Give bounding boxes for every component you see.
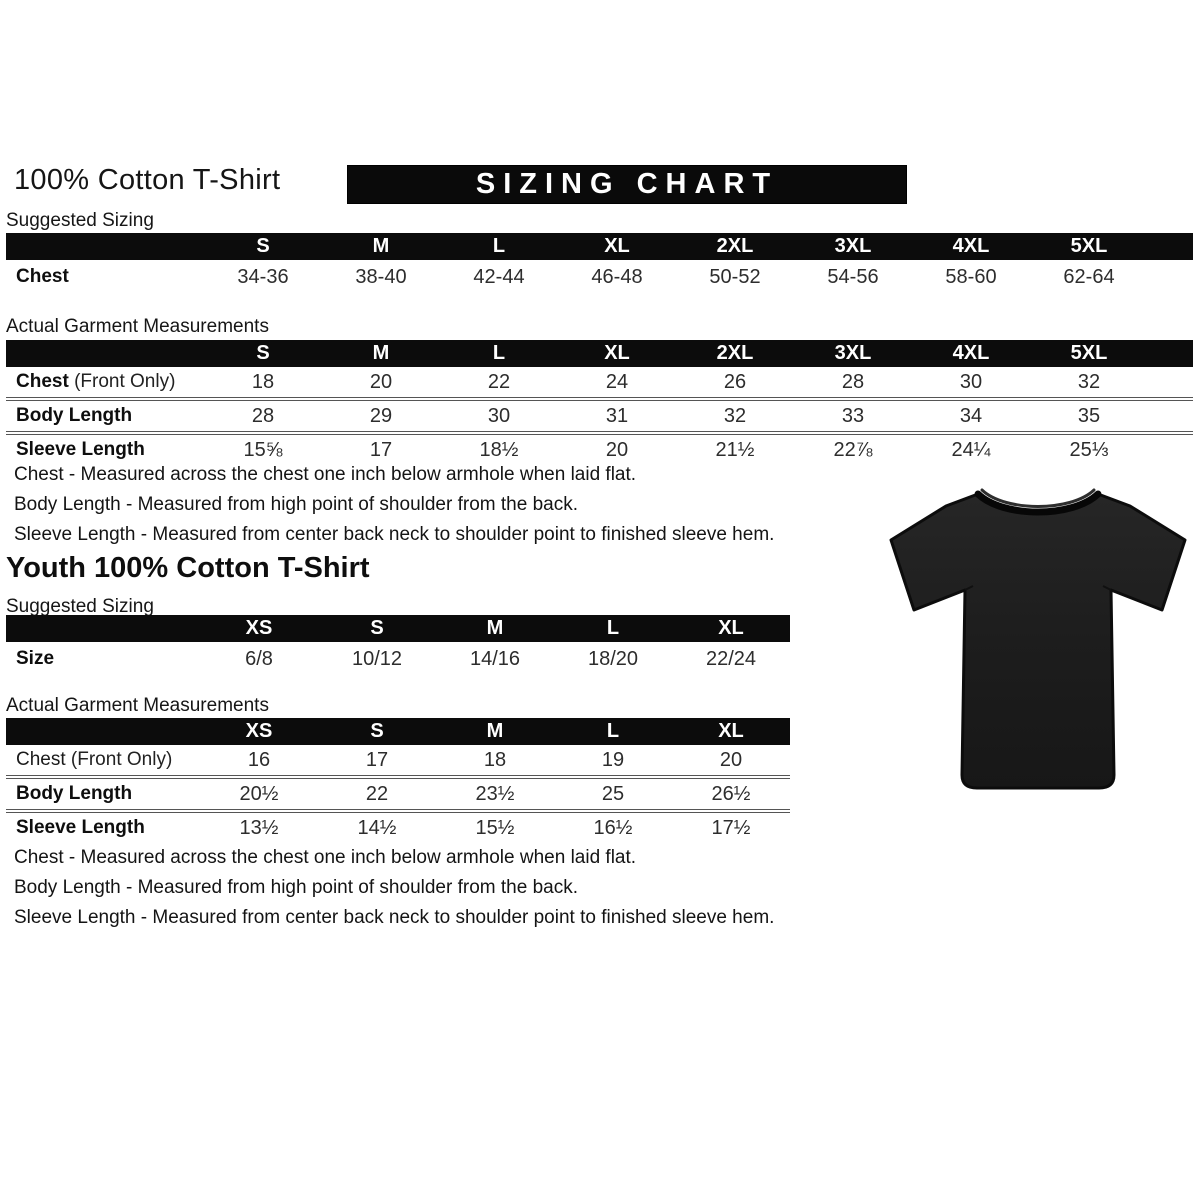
size-value-cell: 15⅝ [243, 438, 283, 461]
row-label: Body Length [6, 779, 200, 813]
size-column-header: XL [718, 720, 744, 742]
size-value-cell: 34 [912, 401, 1030, 435]
row-label: Sleeve Length [16, 439, 145, 460]
row-label-note: (Front Only) [74, 371, 176, 392]
youth-suggested-sizing-table [6, 615, 790, 676]
size-column-header: 3XL [834, 235, 872, 257]
spacer-cell [1148, 367, 1193, 401]
size-value-cell: 31 [558, 401, 676, 435]
size-value-cell: 28 [204, 401, 322, 435]
size-value-cell: 26 [676, 367, 794, 401]
spacer-cell [1148, 435, 1193, 465]
row-label: Body Length [6, 401, 204, 435]
size-value-cell: 20½ [200, 779, 318, 813]
row-label: Chest [16, 266, 69, 287]
adult-measurements-table [6, 340, 1193, 465]
size-value-cell: 14/16 [469, 647, 521, 670]
row-label: Sleeve Length [16, 817, 145, 838]
black-tshirt-image [878, 468, 1200, 820]
size-column-header: 2XL [716, 342, 754, 364]
size-value-cell: 17½ [711, 816, 751, 839]
youth-section-title: Youth 100% Cotton T-Shirt [6, 552, 370, 584]
sizing-chart-banner-label: SIZING CHART [475, 168, 779, 200]
note-line: Chest - Measured across the chest one inch below armhole when laid flat. [14, 847, 637, 868]
note-line: Chest - Measured across the chest one inch below armhole when laid flat. [14, 464, 637, 485]
size-value-cell: 35 [1030, 401, 1148, 435]
row-label: Size [16, 648, 55, 669]
adult-measurement-notes [14, 460, 774, 550]
size-value-cell: 22 [440, 367, 558, 401]
size-column-header: 4XL [952, 235, 990, 257]
size-value-cell: 28 [794, 367, 912, 401]
size-value-cell: 22/24 [705, 647, 757, 670]
size-value-cell: 24¼ [951, 438, 991, 461]
size-value-cell: 30 [912, 367, 1030, 401]
youth-measurements-header-row [6, 718, 790, 745]
size-value-cell: 18½ [479, 438, 519, 461]
size-column-header: S [370, 617, 384, 639]
size-value-cell: 24 [558, 367, 676, 401]
size-value-cell: 22 [318, 779, 436, 813]
size-column-header: S [256, 235, 270, 257]
size-column-header: 5XL [1070, 235, 1108, 257]
size-column-header: L [606, 720, 620, 742]
size-value-cell: 25⅓ [1069, 438, 1109, 461]
size-column-header: XS [245, 720, 273, 742]
size-value-cell: 18/20 [587, 647, 639, 670]
adult-chest-row [6, 367, 1193, 401]
header-spacer [6, 615, 200, 642]
size-value-cell: 62-64 [1063, 265, 1115, 288]
size-column-header: M [372, 235, 390, 257]
adult-body-length-row [6, 401, 1193, 435]
note-line: Sleeve Length - Measured from center back neck to shoulder point to finished sleeve hem. [14, 907, 775, 928]
size-value-cell: 33 [794, 401, 912, 435]
row-label: Chest (Front Only) [6, 367, 204, 401]
size-value-cell: 17 [369, 438, 393, 461]
size-column-header: XL [604, 342, 630, 364]
size-value-cell: 32 [1030, 367, 1148, 401]
adult-chest-range-row [6, 260, 1193, 294]
size-value-cell: 19 [554, 745, 672, 779]
size-value-cell: 38-40 [355, 265, 407, 288]
size-column-header: L [492, 342, 506, 364]
size-value-cell: 32 [676, 401, 794, 435]
youth-measurement-notes [14, 843, 774, 933]
size-value-cell: 34-36 [237, 265, 289, 288]
size-column-header: XL [718, 617, 744, 639]
header-spacer [1148, 233, 1193, 260]
size-value-cell: 15½ [475, 816, 515, 839]
size-column-header: 2XL [716, 235, 754, 257]
row-label-note: (Front Only) [70, 749, 173, 770]
size-column-header: 5XL [1070, 342, 1108, 364]
size-value-cell: 6/8 [245, 647, 273, 670]
size-value-cell: 20 [605, 438, 629, 461]
youth-sleeve-length-row [6, 813, 790, 843]
size-column-header: M [486, 617, 504, 639]
youth-measurements-label: Actual Garment Measurements [6, 695, 269, 716]
size-value-cell: 10/12 [351, 647, 403, 670]
size-value-cell: 30 [440, 401, 558, 435]
size-value-cell: 22⅞ [833, 438, 873, 461]
tshirt-icon [878, 468, 1200, 820]
youth-suggested-sizing-label: Suggested Sizing [6, 596, 154, 617]
size-value-cell: 58-60 [945, 265, 997, 288]
size-column-header: S [370, 720, 384, 742]
adult-measurements-label: Actual Garment Measurements [6, 316, 269, 337]
size-value-cell: 16 [200, 745, 318, 779]
adult-suggested-header-row [6, 233, 1193, 260]
size-column-header: M [372, 342, 390, 364]
size-column-header: 4XL [952, 342, 990, 364]
row-label: Chest (Front Only) [6, 745, 200, 779]
spacer-cell [1148, 401, 1193, 435]
size-value-cell: 25 [554, 779, 672, 813]
youth-measurements-table [6, 718, 790, 843]
note-line: Body Length - Measured from high point of shoulder from the back. [14, 494, 578, 515]
size-value-cell: 23½ [436, 779, 554, 813]
size-value-cell: 46-48 [591, 265, 643, 288]
sizing-chart-banner [347, 165, 907, 204]
adult-suggested-sizing-table [6, 233, 1193, 294]
youth-chest-row [6, 745, 790, 779]
size-value-cell: 26½ [672, 779, 790, 813]
note-line: Body Length - Measured from high point of shoulder from the back. [14, 877, 578, 898]
youth-body-length-row [6, 779, 790, 813]
size-value-cell: 50-52 [709, 265, 761, 288]
size-column-header: 3XL [834, 342, 872, 364]
size-value-cell: 18 [436, 745, 554, 779]
size-column-header: L [606, 617, 620, 639]
size-column-header: L [492, 235, 506, 257]
size-column-header: M [486, 720, 504, 742]
spacer-cell [1148, 260, 1193, 294]
size-value-cell: 42-44 [473, 265, 525, 288]
size-column-header: S [256, 342, 270, 364]
youth-suggested-header-row [6, 615, 790, 642]
size-value-cell: 29 [322, 401, 440, 435]
adult-measurements-header-row [6, 340, 1193, 367]
header-spacer [1148, 340, 1193, 367]
header-spacer [6, 340, 204, 367]
note-line: Sleeve Length - Measured from center back neck to shoulder point to finished sleeve hem. [14, 524, 775, 545]
size-value-cell: 17 [318, 745, 436, 779]
header-spacer [6, 718, 200, 745]
size-value-cell: 54-56 [827, 265, 879, 288]
size-column-header: XS [245, 617, 273, 639]
size-value-cell: 13½ [239, 816, 279, 839]
size-value-cell: 21½ [715, 438, 755, 461]
size-value-cell: 20 [322, 367, 440, 401]
youth-size-row [6, 642, 790, 676]
size-value-cell: 16½ [593, 816, 633, 839]
size-value-cell: 20 [672, 745, 790, 779]
size-value-cell: 18 [204, 367, 322, 401]
size-column-header: XL [604, 235, 630, 257]
header-spacer [6, 233, 204, 260]
page-title: 100% Cotton T-Shirt [14, 164, 281, 196]
size-value-cell: 14½ [357, 816, 397, 839]
adult-suggested-sizing-label: Suggested Sizing [6, 210, 154, 231]
